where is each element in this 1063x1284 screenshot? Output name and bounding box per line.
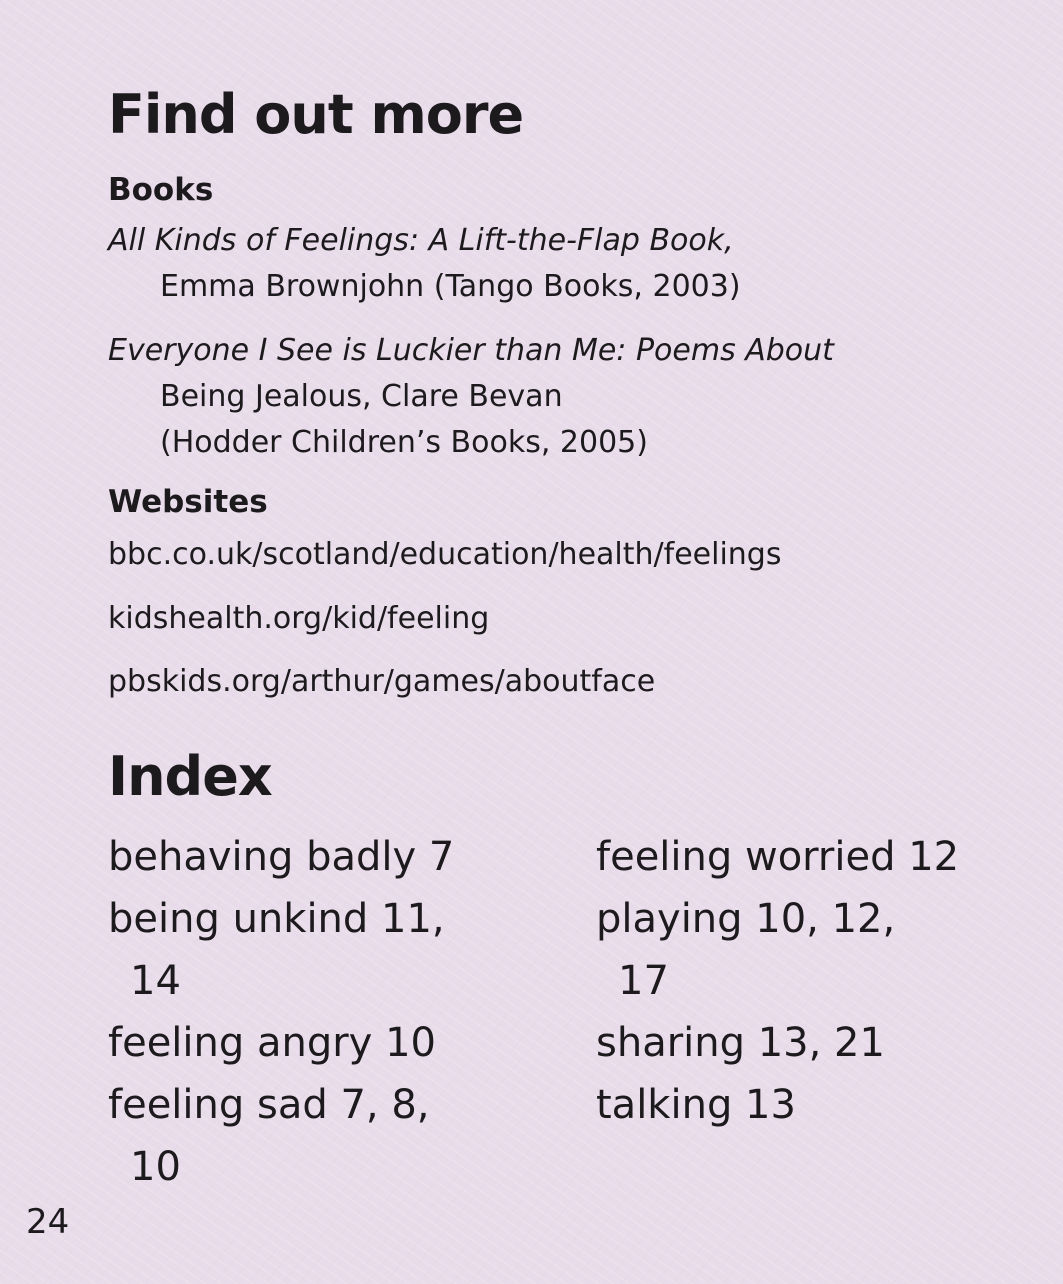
book-publisher-line: (Hodder Children’s Books, 2005) [160,425,648,460]
page-number: 24 [26,1202,70,1242]
book-title-line: All Kinds of Feelings: A Lift-the-Flap Book, [108,223,734,258]
index-entry-text: talking 13 [596,1082,796,1128]
find-out-more-heading: Find out more [108,83,524,146]
index-entry [108,888,568,1012]
index-entry-text: being unkind 11, [108,896,445,942]
index-entry-text: feeling worried 12 [596,834,960,880]
website-link[interactable]: bbc.co.uk/scotland/education/health/feelings [108,537,782,572]
index-entry-continuation: 14 [130,958,181,1004]
index-entry [596,1074,1046,1136]
index-left-column [108,826,568,1198]
index-entry [596,826,1046,888]
index-entry-text: sharing 13, 21 [596,1020,885,1066]
index-entry-continuation: 10 [130,1144,181,1190]
index-entry-text: feeling angry 10 [108,1020,436,1066]
websites-heading: Websites [108,484,268,520]
books-heading: Books [108,172,214,208]
index-entry-text: feeling sad 7, 8, [108,1082,430,1128]
index-entry [596,1012,1046,1074]
index-entry [108,1074,568,1198]
index-entry-text: behaving badly 7 [108,834,455,880]
index-entry-continuation: 17 [618,958,669,1004]
index-heading: Index [108,745,272,808]
index-entry-text: playing 10, 12, [596,896,896,942]
book-details-line: Being Jealous, Clare Bevan [160,379,563,414]
website-link[interactable]: pbskids.org/arthur/games/aboutface [108,664,656,699]
index-entry [596,888,1046,1012]
index-entry [108,826,568,888]
book-reference-1 [108,218,741,310]
book-details-line: Emma Brownjohn (Tango Books, 2003) [160,269,741,304]
website-link[interactable]: kidshealth.org/kid/feeling [108,601,490,636]
index-right-column [596,826,1046,1136]
book-reference-2 [108,328,834,466]
index-entry [108,1012,568,1074]
book-title-line: Everyone I See is Luckier than Me: Poems About [108,333,834,368]
